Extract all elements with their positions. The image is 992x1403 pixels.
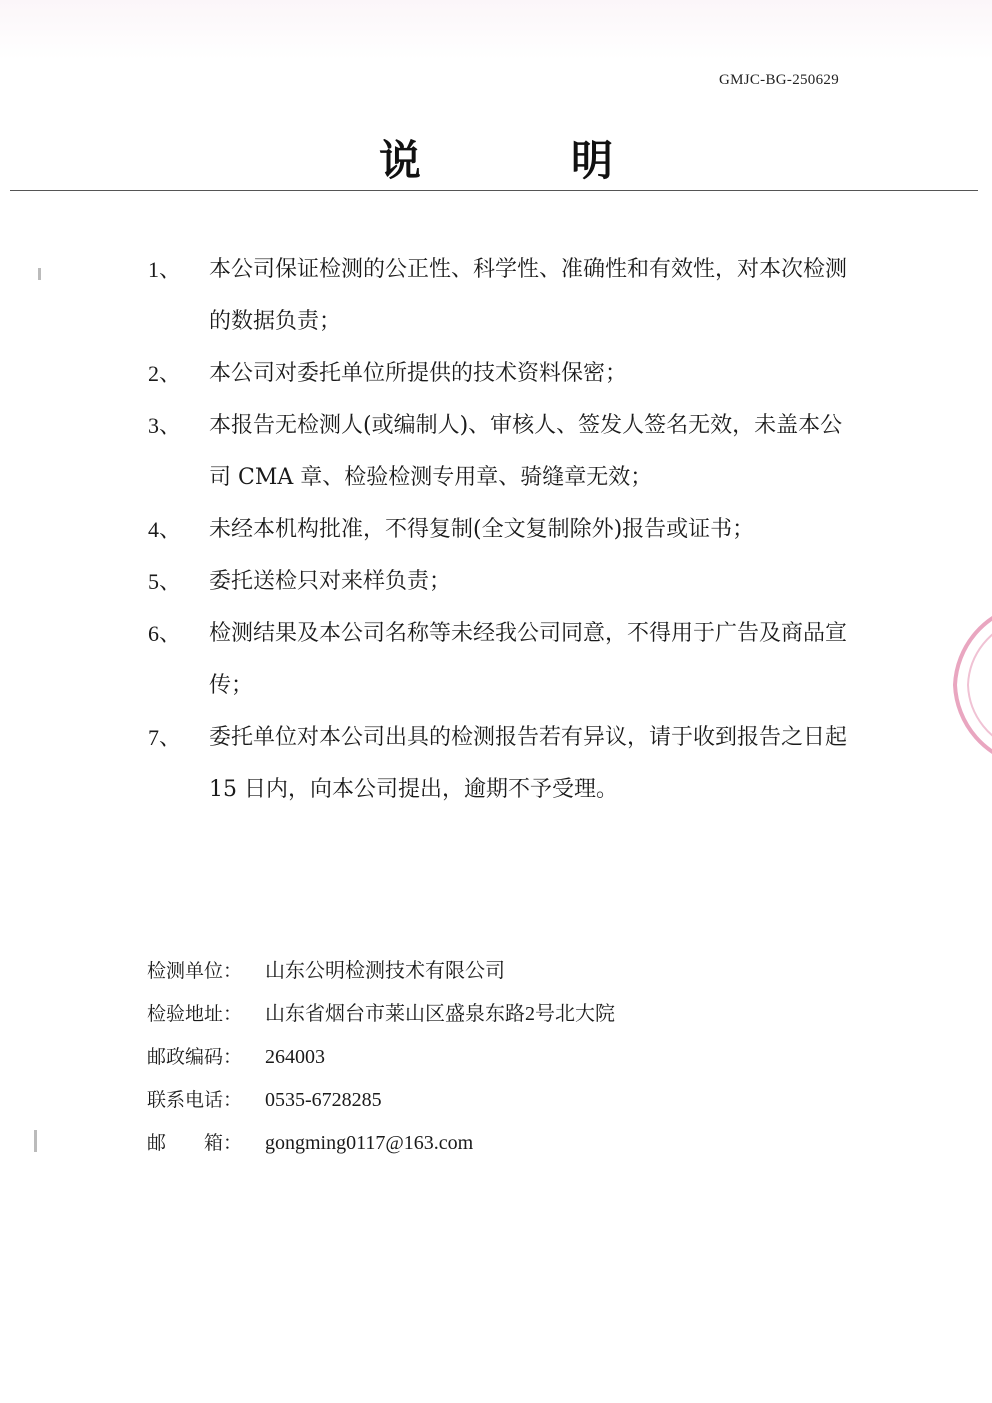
note-number: 7、	[148, 725, 182, 750]
contact-value: 0535-6728285	[265, 1089, 382, 1111]
note-number: 4、	[148, 517, 182, 542]
scan-mark	[34, 1130, 37, 1152]
title-divider	[10, 190, 978, 191]
contact-row-postcode	[147, 1036, 615, 1079]
contact-row-address	[147, 993, 615, 1036]
seal-stamp-fragment	[950, 600, 992, 770]
contact-value: 264003	[265, 1046, 325, 1068]
note-number: 5、	[148, 569, 182, 594]
contact-row-phone	[147, 1079, 615, 1122]
note-item	[148, 556, 848, 608]
note-item	[148, 712, 848, 816]
contact-label: 邮 箱：	[147, 1132, 243, 1154]
note-number: 2、	[148, 361, 182, 386]
contact-label: 邮政编码：	[147, 1046, 243, 1068]
contact-row-unit	[147, 950, 615, 993]
contact-label: 检验地址：	[147, 1003, 243, 1025]
note-text: 本公司对委托单位所提供的技术资料保密；	[209, 361, 628, 386]
page-title: 说明	[378, 136, 763, 185]
note-number: 6、	[148, 621, 182, 646]
note-item	[148, 348, 848, 400]
contact-value: 山东省烟台市莱山区盛泉东路2号北大院	[265, 1003, 615, 1025]
note-text: 本公司保证检测的公正性、科学性、准确性和有效性，对本次检测的数据负责；	[209, 257, 848, 334]
note-text: 委托单位对本公司出具的检测报告若有异议，请于收到报告之日起 15 日内，向本公司提出，逾期不予受理。	[209, 725, 848, 802]
contact-row-email	[147, 1122, 615, 1165]
note-text: 委托送检只对来样负责；	[209, 569, 452, 594]
note-item	[148, 400, 848, 504]
contact-info	[147, 950, 615, 1165]
contact-label: 联系电话：	[147, 1089, 243, 1111]
note-item	[148, 244, 848, 348]
note-text: 本报告无检测人(或编制人)、审核人、签发人签名无效，未盖本公司 CMA 章、检验检测专用章、骑缝章无效；	[209, 413, 843, 490]
contact-label: 检测单位：	[147, 960, 243, 982]
contact-value: 山东公明检测技术有限公司	[265, 960, 505, 982]
notes-list	[148, 244, 848, 816]
contact-value: gongming0117@163.com	[265, 1132, 474, 1154]
note-text: 检测结果及本公司名称等未经我公司同意，不得用于广告及商品宣传；	[209, 621, 848, 698]
note-number: 3、	[148, 413, 182, 438]
note-item	[148, 608, 848, 712]
note-number: 1、	[148, 257, 182, 282]
report-number: GMJC-BG-250629	[718, 72, 839, 88]
scan-mark	[38, 268, 41, 280]
note-text: 未经本机构批准，不得复制(全文复制除外)报告或证书；	[209, 517, 755, 542]
note-item	[148, 504, 848, 556]
